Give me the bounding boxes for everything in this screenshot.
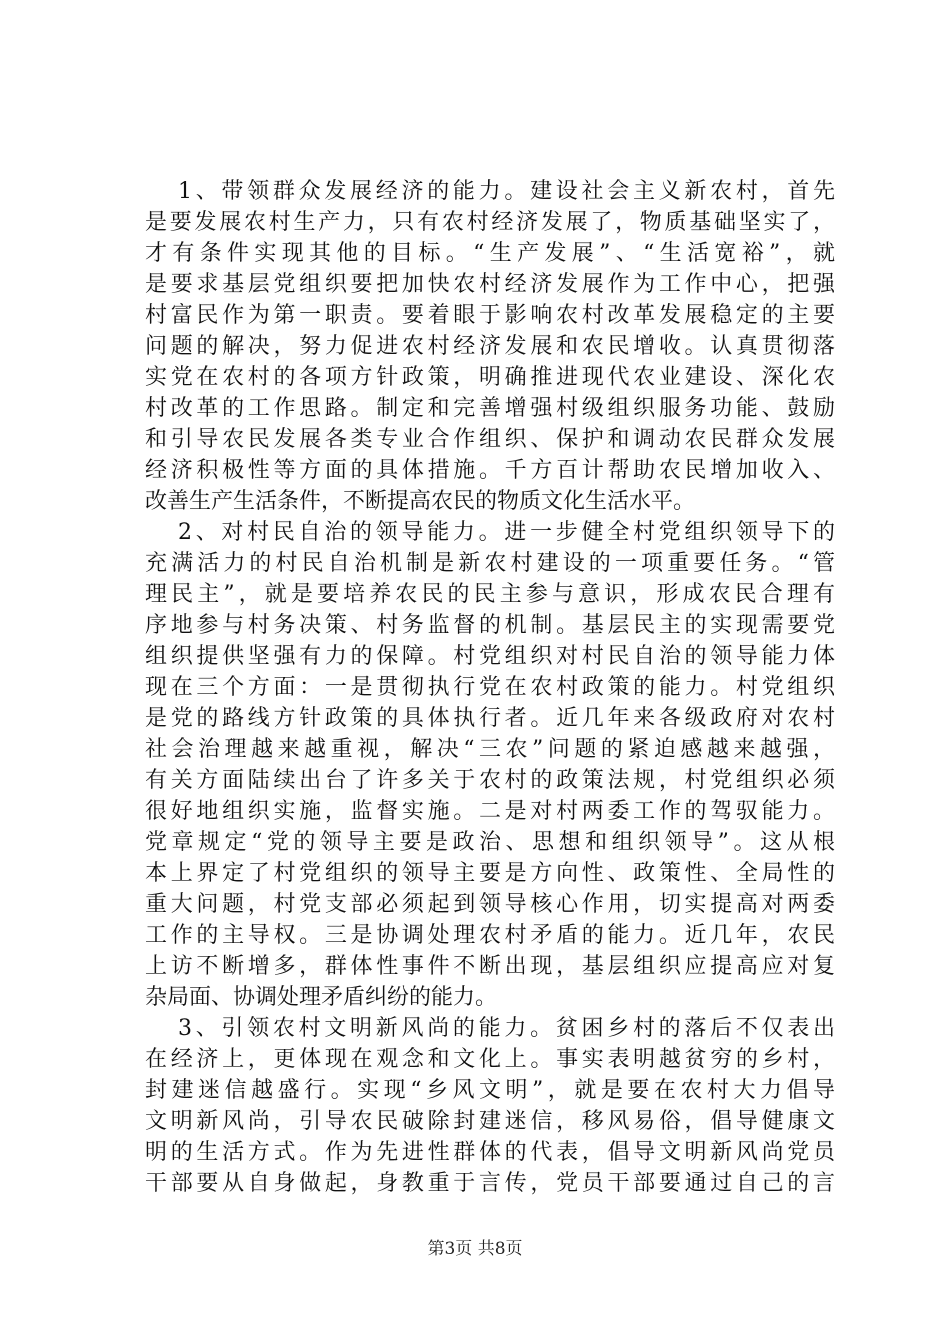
- paragraph-2-line-6: 现在三个方面：一是贯彻执行党在农村政策的能力。村党组织: [145, 675, 835, 700]
- paragraph-2-line-5: 组织提供坚强有力的保障。村党组织对村民自治的领导能力体: [145, 644, 835, 669]
- paragraph-2-line-16: 杂局面、协调处理矛盾纠纷的能力。: [145, 985, 498, 1010]
- paragraph-1-line-6: 问题的解决，努力促进农村经济发展和农民增收。认真贯彻落: [145, 334, 835, 359]
- paragraph-2-line-4: 序地参与村务决策、村务监督的机制。基层民主的实现需要党: [145, 613, 835, 638]
- paragraph-1-line-11: 改善生产生活条件，不断提高农民的物质文化生活水平。: [145, 489, 696, 514]
- paragraph-2-line-15: 上访不断增多，群体性事件不断出现，基层组织应提高应对复: [145, 954, 835, 979]
- paragraph-1-line-10: 经济积极性等方面的具体措施。千方百计帮助农民增加收入、: [145, 458, 835, 483]
- paragraph-2-line-3: 理民主”，就是要培养农民的民主参与意识，形成农民合理有: [145, 582, 835, 607]
- paragraph-1-line-1: 1、带领群众发展经济的能力。建设社会主义新农村，首先: [178, 179, 835, 204]
- paragraph-1-line-8: 村改革的工作思路。制定和完善增强村级组织服务功能、鼓励: [145, 396, 835, 421]
- paragraph-2-line-9: 有关方面陆续出台了许多关于农村的政策法规，村党组织必须: [145, 768, 835, 793]
- paragraph-2-line-14: 工作的主导权。三是协调处理农村矛盾的能力。近几年，农民: [145, 923, 835, 948]
- paragraph-1-line-7: 实党在农村的各项方针政策，明确推进现代农业建设、深化农: [145, 365, 835, 390]
- paragraph-3-line-6: 干部要从自身做起，身教重于言传，党员干部要通过自己的言: [145, 1171, 835, 1196]
- paragraph-2-line-8: 社会治理越来越重视，解决“三农”问题的紧迫感越来越强，: [145, 737, 835, 762]
- paragraph-1-line-5: 村富民作为第一职责。要着眼于影响农村改革发展稳定的主要: [145, 303, 835, 328]
- paragraph-2-line-10: 很好地组织实施，监督实施。二是对村两委工作的驾驭能力。: [145, 799, 835, 824]
- paragraph-3-line-2: 在经济上，更体现在观念和文化上。事实表明越贫穷的乡村，: [145, 1047, 835, 1072]
- paragraph-1-line-3: 才有条件实现其他的目标。“生产发展”、“生活宽裕”，就: [145, 241, 835, 266]
- paragraph-1-line-4: 是要求基层党组织要把加快农村经济发展作为工作中心，把强: [145, 272, 835, 297]
- paragraph-3-line-3: 封建迷信越盛行。实现“乡风文明”，就是要在农村大力倡导: [145, 1078, 835, 1103]
- paragraph-2-line-13: 重大问题，村党支部必须起到领导核心作用，切实提高对两委: [145, 892, 835, 917]
- paragraph-2-line-2: 充满活力的村民自治机制是新农村建设的一项重要任务。“管: [145, 551, 835, 576]
- paragraph-2-line-11: 党章规定“党的领导主要是政治、思想和组织领导”。这从根: [145, 830, 835, 855]
- paragraph-1-line-9: 和引导农民发展各类专业合作组织、保护和调动农民群众发展: [145, 427, 835, 452]
- paragraph-2-line-12: 本上界定了村党组织的领导主要是方向性、政策性、全局性的: [145, 861, 835, 886]
- paragraph-3-line-1: 3、引领农村文明新风尚的能力。贫困乡村的落后不仅表出: [178, 1016, 835, 1041]
- paragraph-2-line-7: 是党的路线方针政策的具体执行者。近几年来各级政府对农村: [145, 706, 835, 731]
- page-footer: 第3页 共8页: [427, 1239, 523, 1259]
- paragraph-2-line-1: 2、对村民自治的领导能力。进一步健全村党组织领导下的: [178, 520, 835, 545]
- paragraph-1-line-2: 是要发展农村生产力，只有农村经济发展了，物质基础坚实了，: [145, 210, 835, 235]
- paragraph-3-line-5: 明的生活方式。作为先进性群体的代表，倡导文明新风尚党员: [145, 1140, 835, 1165]
- paragraph-3-line-4: 文明新风尚，引导农民破除封建迷信，移风易俗，倡导健康文: [145, 1109, 835, 1134]
